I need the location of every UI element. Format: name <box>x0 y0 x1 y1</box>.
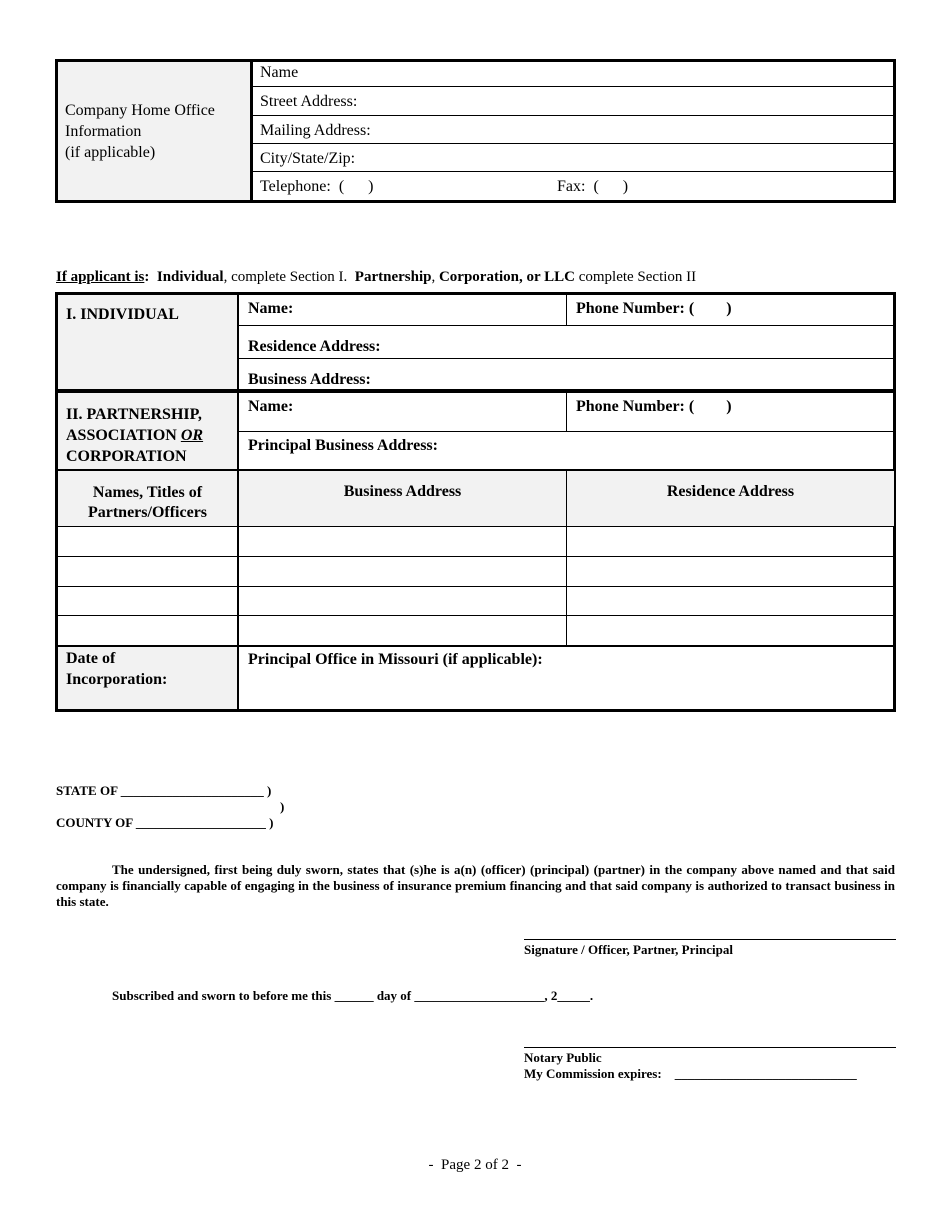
missouri-office-field[interactable]: Principal Office in Missouri (if applicable): <box>248 651 543 668</box>
officer-name-cell[interactable] <box>58 527 237 556</box>
partnership-principal-address-field[interactable]: Principal Business Address: <box>248 437 438 454</box>
individual-residence-field[interactable]: Residence Address: <box>248 338 381 355</box>
applicant-instruction: If applicant is: Individual, complete Section I. Partnership, Corporation, or LLC complete Section II <box>56 269 697 285</box>
home-office-telephone-field[interactable]: Telephone: ( ) <box>260 178 374 195</box>
officer-row <box>58 557 894 586</box>
individual-phone-field[interactable]: Phone Number: ( ) <box>576 300 732 317</box>
officer-row <box>58 587 894 615</box>
home-office-city-field[interactable]: City/State/Zip: <box>260 150 356 167</box>
officer-business-cell[interactable] <box>239 587 566 615</box>
officer-name-cell[interactable] <box>58 587 237 615</box>
officer-row <box>58 616 894 645</box>
venue-paren: ) <box>280 799 285 814</box>
county-of-line[interactable]: COUNTY OF ____________________ ) <box>56 815 274 830</box>
officer-residence-cell[interactable] <box>567 557 894 586</box>
officer-name-cell[interactable] <box>58 616 237 645</box>
home-office-title: Company Home Office Information (if applicable) <box>65 102 215 161</box>
notary-signature-line[interactable] <box>524 1047 896 1048</box>
officer-residence-cell[interactable] <box>567 527 894 556</box>
officers-col-business-header: Business Address <box>343 483 462 500</box>
signature-caption: Signature / Officer, Partner, Principal <box>524 942 733 957</box>
signature-line[interactable] <box>524 939 896 940</box>
page-number: - Page 2 of 2 - <box>428 1157 522 1173</box>
officer-residence-cell[interactable] <box>567 587 894 615</box>
officer-business-cell[interactable] <box>239 616 566 645</box>
commission-expires-line[interactable]: My Commission expires: ____________________________ <box>524 1066 857 1081</box>
home-office-street-field[interactable]: Street Address: <box>260 93 358 110</box>
officer-residence-cell[interactable] <box>567 616 894 645</box>
home-office-fax-field[interactable]: Fax: ( ) <box>557 178 629 195</box>
individual-name-field[interactable]: Name: <box>248 300 294 317</box>
individual-business-field[interactable]: Business Address: <box>248 371 371 388</box>
affidavit-text: The undersigned, first being duly sworn, states that (s)he is a(n) (officer) (principal) (partner) in the company above named and that said company is financially capable of engaging in the business of insurance premium financing and that said company is authorized to transact business in this state. <box>56 862 895 909</box>
officers-col-names-header: Names, Titles of Partners/Officers <box>87 484 208 521</box>
home-office-mailing-field[interactable]: Mailing Address: <box>260 122 371 139</box>
partnership-phone-field[interactable]: Phone Number: ( ) <box>576 398 732 415</box>
section-individual-title: I. INDIVIDUAL <box>66 306 179 323</box>
partnership-name-field[interactable]: Name: <box>248 398 294 415</box>
state-of-line[interactable]: STATE OF ______________________ ) <box>56 783 272 798</box>
notary-title: Notary Public <box>524 1050 602 1065</box>
officer-business-cell[interactable] <box>239 527 566 556</box>
officer-row <box>58 527 894 556</box>
officer-business-cell[interactable] <box>239 557 566 586</box>
section-partnership-title: II. PARTNERSHIP, ASSOCIATION OR CORPORATION <box>66 406 204 465</box>
sworn-statement[interactable]: Subscribed and sworn to before me this ______ day of ____________________, 2_____. <box>112 988 594 1003</box>
officers-col-residence-header: Residence Address <box>666 483 795 500</box>
officer-name-cell[interactable] <box>58 557 237 586</box>
home-office-name-field[interactable]: Name <box>260 64 299 81</box>
date-of-incorporation-field[interactable]: Date of Incorporation: <box>66 650 168 688</box>
